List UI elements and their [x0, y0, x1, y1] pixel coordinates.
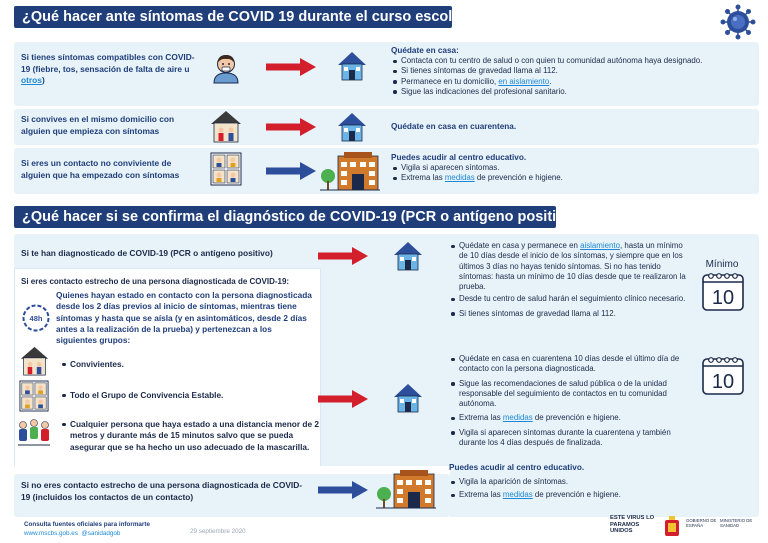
contacts-icon	[210, 152, 242, 186]
not-close-actions	[449, 462, 749, 501]
red-arrow-icon	[318, 389, 368, 409]
blue-arrow-icon	[318, 480, 368, 500]
school-icon	[320, 152, 380, 192]
red-arrow-icon	[266, 57, 316, 77]
row-non-cohabitant-actions	[391, 152, 757, 184]
gov-label: GOBIERNO DE ESPAÑA	[686, 518, 717, 528]
calendar-icon	[701, 354, 745, 396]
section2-title: ¿Qué hacer si se confirma el diagnóstico de COVID-19 (PCR o antígeno positivo)?	[14, 206, 556, 228]
website-link[interactable]: www.mscbs.gob.es	[24, 530, 78, 537]
minimum-label: Mínimo	[705, 259, 739, 270]
list-item: Todo el Grupo de Convivencia Estable.	[70, 390, 320, 400]
list-item: Sigue las recomendaciones de salud pública o de la unidad responsable del seguimiento de contactos en tu comunidad autónoma.	[459, 379, 699, 410]
list-item: Extrema las medidas de prevención e higiene.	[459, 413, 699, 423]
list-item: Vigila si aparecen síntomas durante la cuarentena y también durante los 4 días después de finalizada.	[459, 428, 699, 449]
section1-title: ¿Qué hacer ante síntomas de COVID 19 durante el curso escolar?	[14, 6, 452, 28]
row-symptoms-action-title: Quédate en casa:	[391, 46, 459, 55]
group-list-2	[60, 390, 320, 400]
list-item: Si tienes síntomas de gravedad llama al 112.	[401, 66, 757, 76]
row-non-cohabitant-action-title: Puedes acudir al centro educativo.	[391, 153, 527, 162]
row-symptoms-condition: Si tienes síntomas compatibles con COVID-19 (fiebre, tos, sensación de falta de aire u otros)	[21, 52, 195, 85]
red-arrow-icon	[318, 246, 368, 266]
otros-link[interactable]: otros	[21, 75, 42, 85]
close-contact-heading: Si eres contacto estrecho de una persona diagnosticada de COVID-19:	[21, 277, 290, 286]
contacts-icon	[19, 380, 49, 412]
row-symptoms-action-list	[391, 56, 757, 97]
diagnosed-action-list	[449, 241, 691, 319]
list-item: Contacta con tu centro de salud o con quien tu comunidad autónoma haya designado.	[401, 56, 757, 66]
sick-person-icon	[211, 52, 241, 84]
twitter-link[interactable]: @sanidadgob	[81, 530, 121, 537]
list-item: Vigila la aparición de síntomas.	[459, 477, 749, 487]
group-list-3	[60, 419, 322, 453]
list-item: Desde tu centro de salud harán el seguimiento clínico necesario.	[459, 294, 691, 304]
list-item: Extrema las medidas de prevención e higiene.	[401, 173, 757, 183]
calendar-number: 10	[711, 287, 735, 309]
red-arrow-icon	[266, 117, 316, 137]
list-item: Si tienes síntomas de gravedad llama al 112.	[459, 309, 691, 319]
footer-sources: Consulta fuentes oficiales para informarte	[24, 521, 150, 528]
list-item: Sigue las indicaciones del profesional sanitario.	[401, 87, 757, 97]
diagnosed-actions	[449, 241, 691, 319]
family-house-icon	[19, 346, 50, 376]
row-non-cohabitant-condition: Si eres un contacto no conviviente de alguien que ha empezado con síntomas	[21, 158, 180, 180]
school-icon	[376, 470, 436, 510]
row-non-cohabitant-action-list	[391, 163, 757, 184]
close-contact-lead: Quienes hayan estado en contacto con la persona diagnosticada desde los 2 días previos al inicio de síntomas, mientras tiene síntomas y hasta que se aísla (y en asintomáticos, desde 2 días antes a la realización de la prueba) y pertenezcan a los siguientes grupos:	[56, 290, 312, 346]
footer-links	[24, 530, 120, 537]
virus-icon	[716, 2, 760, 42]
blue-arrow-icon	[266, 161, 316, 181]
list-item: Quédate en casa en cuarentena 10 días desde el último día de contacto con la persona diagnosticada.	[459, 354, 699, 375]
row-symptoms-actions	[391, 45, 757, 97]
group-list-1	[60, 359, 320, 369]
contact-action-list	[449, 354, 699, 448]
not-close-condition: Si no eres contacto estrecho de una persona diagnosticada de COVID-19 (incluidos los contactos de un contacto)	[21, 480, 303, 502]
coat-of-arms-icon	[662, 516, 682, 538]
house-icon	[392, 382, 424, 414]
people-distance-icon	[16, 418, 52, 448]
calendar-icon	[701, 270, 745, 312]
contact-actions	[449, 354, 699, 448]
list-item: Cualquier persona que haya estado a una distancia menor de 2 metros y durante más de 15 minutos salvo que se pueda asegurar que se ha hecho un uso adecuado de la mascarilla.	[70, 419, 322, 453]
diagnosed-condition: Si te han diagnosticado de COVID-19 (PCR o antígeno positivo)	[21, 248, 273, 258]
house-icon	[392, 240, 424, 272]
not-close-action-title: Puedes acudir al centro educativo.	[449, 463, 585, 472]
calendar-number: 10	[711, 371, 735, 393]
list-item: Permanece en tu domicilio, en aislamiento.	[401, 77, 757, 87]
not-close-action-list	[449, 477, 749, 501]
list-item: Vigila si aparecen síntomas.	[401, 163, 757, 173]
footer-date: 29 septiembre 2020	[190, 528, 246, 535]
house-icon	[336, 50, 368, 82]
isolation-link[interactable]: en aislamiento	[498, 76, 550, 86]
list-item: Convivientes.	[70, 359, 320, 369]
campaign-logo: ESTE VIRUS LO PARAMOS UNIDOS	[610, 515, 655, 534]
list-item: Quédate en casa y permanece en aislamiento, hasta un mínimo de 10 días desde el inicio de los síntomas, y siempre que en los últimos 3 días no hayas tenido síntomas. Si no has tenido síntomas: hasta un mínimo de 10 días desde que te realizaron la prueba.	[459, 241, 691, 292]
isolation-link[interactable]: aislamiento	[580, 241, 620, 250]
row-cohabitant-condition: Si convives en el mismo domicilio con alguien que empieza con síntomas	[21, 114, 175, 136]
measures-link[interactable]: medidas	[444, 173, 475, 183]
measures-link[interactable]: medidas	[502, 490, 533, 500]
clock-48h-icon	[20, 303, 52, 333]
list-item: Extrema las medidas de prevención e higiene.	[459, 490, 749, 500]
ministry-label: MINISTERIO DE SANIDAD	[720, 518, 753, 528]
house-icon	[336, 111, 368, 143]
measures-link[interactable]: medidas	[502, 413, 533, 423]
row-cohabitant-action: Quédate en casa en cuarentena.	[391, 122, 517, 131]
family-house-icon	[210, 110, 242, 143]
clock-label: 48h	[29, 314, 43, 323]
